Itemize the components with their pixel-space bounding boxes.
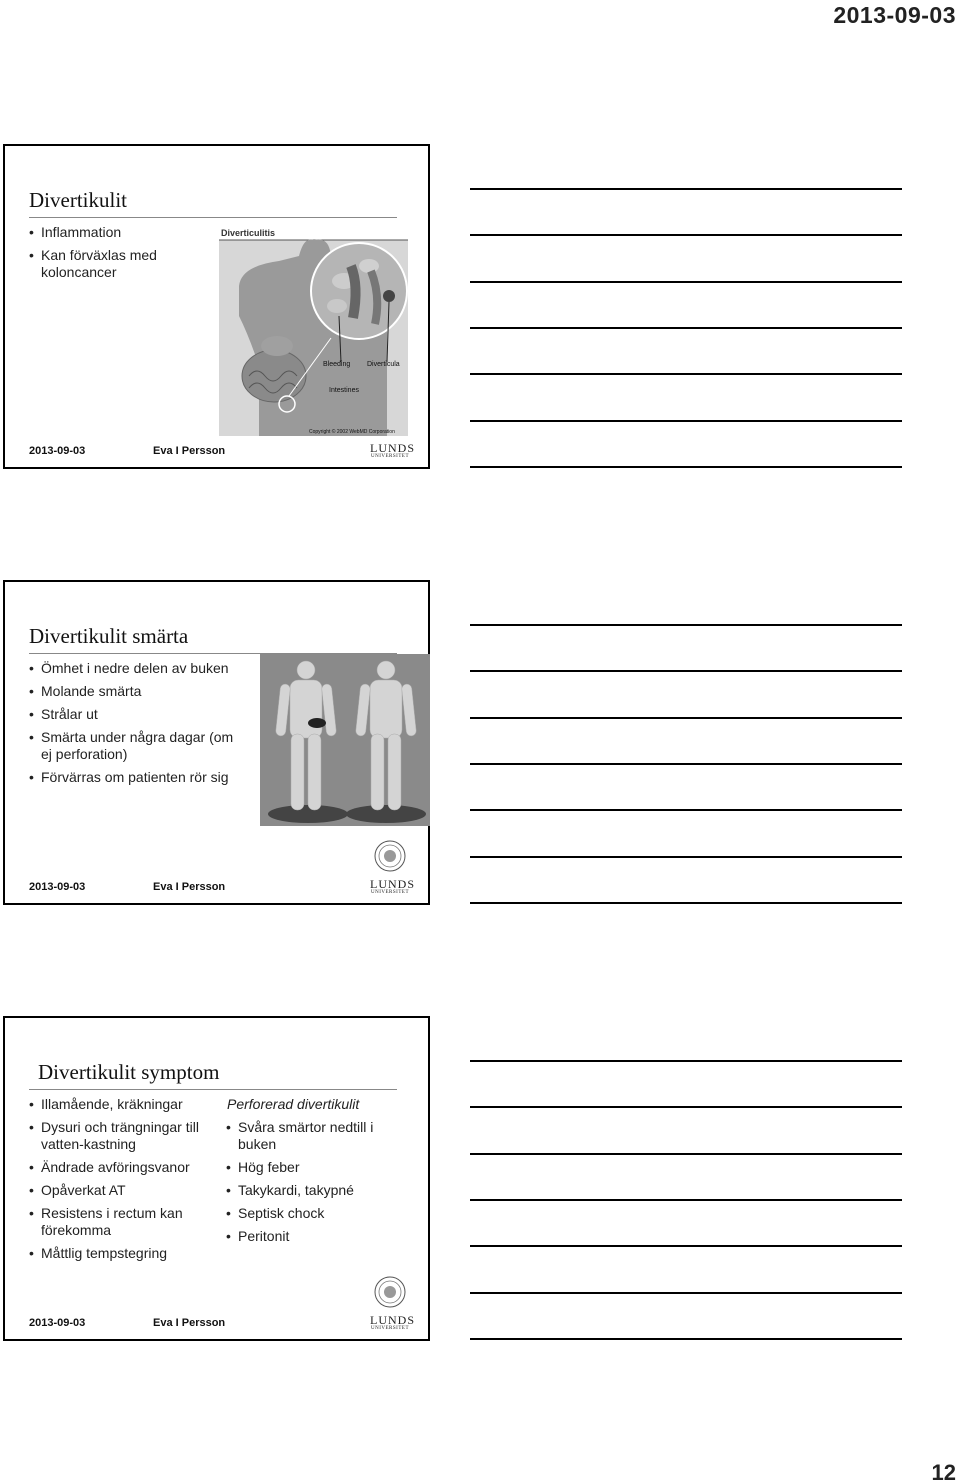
note-line <box>470 188 902 190</box>
title-rule <box>29 217 397 218</box>
university-seal-icon <box>374 1276 406 1308</box>
bullet-list-right <box>226 1119 401 1251</box>
list-item: • Resistens i rectum kan förekomma <box>29 1205 214 1239</box>
note-line <box>470 1106 902 1108</box>
footer-date: 2013-09-03 <box>29 445 86 457</box>
figure-copyright: Copyright © 2002 WebMD Corporation <box>309 429 395 435</box>
list-item: • Septisk chock <box>226 1205 401 1222</box>
note-line <box>470 670 902 672</box>
slide-title: Divertikulit smärta <box>29 624 189 648</box>
title-rule <box>29 1089 397 1090</box>
slide-3 <box>3 1016 430 1341</box>
slide-2 <box>3 580 430 905</box>
logo-name: LUNDS <box>370 877 416 891</box>
note-line <box>470 281 902 283</box>
pain-location-figure <box>260 654 430 826</box>
note-line <box>470 717 902 719</box>
note-line <box>470 1245 902 1247</box>
list-item: • Illamående, kräkningar <box>29 1096 214 1113</box>
slide-1 <box>3 144 430 469</box>
list-item: • Svåra smärtor nedtill i buken <box>226 1119 401 1153</box>
slide-title: Divertikulit symptom <box>38 1060 220 1084</box>
logo-name: LUNDS <box>370 1313 416 1327</box>
note-line <box>470 1199 902 1201</box>
note-line <box>470 1153 902 1155</box>
list-item: • Peritonit <box>226 1228 401 1245</box>
note-line <box>470 373 902 375</box>
body-diagram <box>260 654 430 826</box>
note-line <box>470 902 902 904</box>
note-line <box>470 420 902 422</box>
lund-university-logo <box>370 1276 416 1332</box>
list-item: • Förvärras om patienten rör sig <box>29 769 244 786</box>
note-line <box>470 466 902 468</box>
figure-heading: Diverticulitis <box>221 228 276 238</box>
bullet-list-left <box>29 1096 214 1268</box>
logo-sub: UNIVERSITET <box>371 890 409 895</box>
list-item: • Ändrade avföringsvanor <box>29 1159 214 1176</box>
list-item: • Kan förväxlas med koloncancer <box>29 247 199 281</box>
logo-sub: UNIVERSITET <box>371 454 409 459</box>
lund-university-logo <box>370 840 416 896</box>
footer-author: Eva I Persson <box>153 881 226 893</box>
list-item: • Takykardi, takypné <box>226 1182 401 1199</box>
list-item: • Hög feber <box>226 1159 401 1176</box>
note-line <box>470 624 902 626</box>
list-item: • Opåverkat AT <box>29 1182 214 1199</box>
label-diverticula: Diverticula <box>367 361 400 368</box>
footer-author: Eva I Persson <box>153 1317 226 1329</box>
label-intestines: Intestines <box>329 387 359 394</box>
note-line <box>470 327 902 329</box>
list-item: • Smärta under några dagar (om ej perforation) <box>29 729 244 763</box>
note-line <box>470 234 902 236</box>
page-date: 2013-09-03 <box>833 2 956 28</box>
note-line <box>470 1060 902 1062</box>
list-item: • Måttlig tempstegring <box>29 1245 214 1262</box>
diverticulitis-illustration <box>219 226 409 436</box>
list-item: • Strålar ut <box>29 706 244 723</box>
logo-name: LUNDS <box>370 441 416 455</box>
footer-author: Eva I Persson <box>153 445 226 457</box>
footer-date: 2013-09-03 <box>29 881 86 893</box>
note-line <box>470 809 902 811</box>
list-item: • Molande smärta <box>29 683 244 700</box>
slide-title: Divertikulit <box>29 188 127 212</box>
logo-sub: UNIVERSITET <box>371 1326 409 1331</box>
bullet-list <box>29 224 199 287</box>
list-item: • Dysuri och trängningar till vatten-kastning <box>29 1119 214 1153</box>
note-line <box>470 1292 902 1294</box>
diverticulitis-figure <box>219 226 409 436</box>
note-line <box>470 856 902 858</box>
footer-date: 2013-09-03 <box>29 1317 86 1329</box>
label-bleeding: Bleeding <box>323 361 351 368</box>
lund-university-logo <box>370 441 416 460</box>
list-item: • Ömhet i nedre delen av buken <box>29 660 244 677</box>
column-heading: Perforerad divertikulit <box>227 1096 360 1112</box>
university-seal-icon <box>374 840 406 872</box>
note-line <box>470 1338 902 1340</box>
list-item: • Inflammation <box>29 224 199 241</box>
note-line <box>470 763 902 765</box>
page-number: 12 <box>931 1460 956 1483</box>
bullet-list <box>29 660 244 792</box>
